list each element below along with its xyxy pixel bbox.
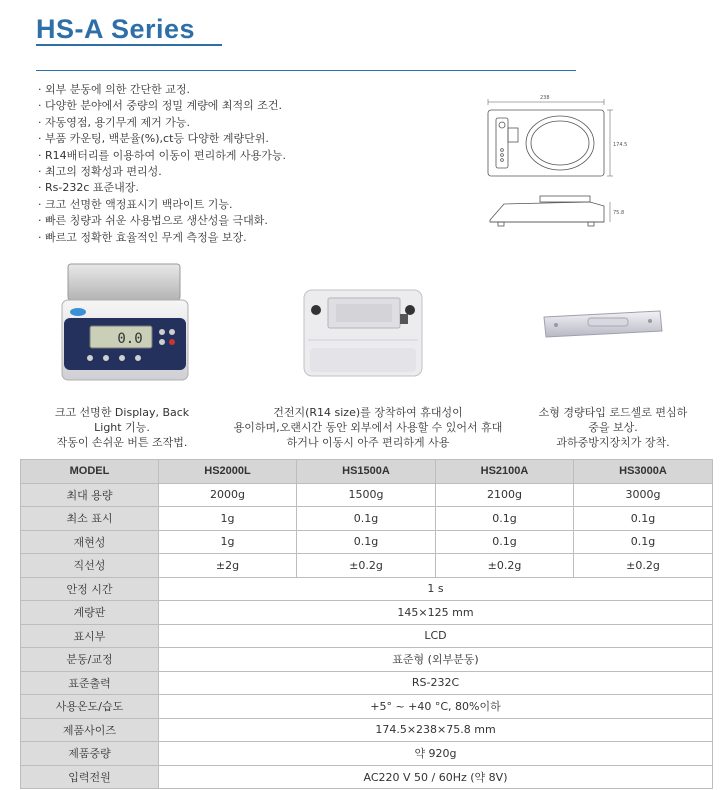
- table-cell: ±0.2g: [436, 554, 574, 578]
- table-cell: 1g: [159, 530, 297, 554]
- caption-line: Light 기능.: [94, 421, 150, 434]
- table-cell: 1 s: [159, 577, 713, 601]
- battery-caption: [208, 405, 528, 450]
- row-label: 표준출력: [21, 671, 159, 695]
- table-cell: ±0.2g: [297, 554, 436, 578]
- row-label: 표시부: [21, 624, 159, 648]
- table-cell: 0.1g: [297, 530, 436, 554]
- table-cell: 2000g: [159, 483, 297, 507]
- table-row: [21, 507, 713, 531]
- load-cell-photo: [540, 305, 665, 340]
- row-label: 재현성: [21, 530, 159, 554]
- table-cell: 1500g: [297, 483, 436, 507]
- column-header: MODEL: [21, 460, 159, 484]
- table-row: [21, 695, 713, 719]
- column-header: HS2100A: [436, 460, 574, 484]
- loadcell-caption: [518, 405, 708, 450]
- table-row: [21, 765, 713, 789]
- caption-line: 크고 선명한 Display, Back: [54, 406, 190, 419]
- table-row: [21, 648, 713, 672]
- caption-line: 하거나 이동시 아주 편리하게 사용: [286, 436, 450, 449]
- table-header-row: [21, 460, 713, 484]
- caption-line: 용이하며,오랜시간 동안 외부에서 사용할 수 있어서 휴대: [233, 421, 503, 434]
- feature-item: · 최고의 정확성과 편리성.: [38, 165, 162, 179]
- table-cell: 2100g: [436, 483, 574, 507]
- table-cell: 174.5×238×75.8 mm: [159, 718, 713, 742]
- table-row: [21, 742, 713, 766]
- table-cell: ±2g: [159, 554, 297, 578]
- table-cell: 0.1g: [297, 507, 436, 531]
- table-cell: 약 920g: [159, 742, 713, 766]
- row-label: 계량판: [21, 601, 159, 625]
- feature-item: · 다양한 분야에서 중량의 정밀 계량에 최적의 조건.: [38, 99, 282, 113]
- scale-caption: [38, 405, 206, 450]
- caption-line: 과하중방지장치가 장착.: [556, 436, 670, 449]
- spec-table: [20, 459, 713, 789]
- scale-photo: [50, 262, 190, 382]
- table-cell: 145×125 mm: [159, 601, 713, 625]
- technical-drawing: [480, 92, 628, 242]
- table-cell: 0.1g: [574, 530, 713, 554]
- feature-item: · 외부 분동에 의한 간단한 교정.: [38, 83, 190, 96]
- table-cell: 표준형 (외부분동): [159, 648, 713, 672]
- lcd-reading: 0.0: [117, 331, 143, 347]
- column-header: HS2000L: [159, 460, 297, 484]
- row-label: 직선성: [21, 554, 159, 578]
- page-title: HS-A Series: [36, 14, 196, 44]
- row-label: 제품중량: [21, 742, 159, 766]
- table-row: [21, 718, 713, 742]
- header-divider: [36, 70, 576, 71]
- title-underline: [36, 44, 222, 46]
- table-cell: 0.1g: [436, 507, 574, 531]
- column-header: HS3000A: [574, 460, 713, 484]
- table-row: [21, 577, 713, 601]
- feature-item: · 크고 선명한 액정표시기 백라이트 기능.: [38, 197, 233, 211]
- dim-width-label: 238: [540, 95, 550, 101]
- table-cell: 1g: [159, 507, 297, 531]
- table-cell: AC220 V 50 / 60Hz (약 8V): [159, 765, 713, 789]
- caption-line: 소형 경량타입 로드셀로 편심하: [538, 406, 688, 419]
- feature-item: · 부품 카운팅, 백분율(%),ct등 다양한 계량단위.: [38, 132, 269, 146]
- row-label: 분동/교정: [21, 648, 159, 672]
- table-row: [21, 483, 713, 507]
- row-label: 입력전원: [21, 765, 159, 789]
- row-label: 안정 시간: [21, 577, 159, 601]
- dim-depth-label: 174.5: [613, 142, 628, 148]
- feature-item: · 빠르고 정확한 효율적인 무게 측정을 보장.: [38, 230, 247, 244]
- table-cell: LCD: [159, 624, 713, 648]
- table-cell: 0.1g: [574, 507, 713, 531]
- table-cell: ±0.2g: [574, 554, 713, 578]
- feature-list: [38, 82, 286, 246]
- column-header: HS1500A: [297, 460, 436, 484]
- table-row: [21, 601, 713, 625]
- table-cell: +5° ~ +40 °C, 80%이하: [159, 695, 713, 719]
- table-cell: 3000g: [574, 483, 713, 507]
- row-label: 제품사이즈: [21, 718, 159, 742]
- table-row: [21, 671, 713, 695]
- row-label: 사용온도/습도: [21, 695, 159, 719]
- caption-line: 중을 보상.: [588, 421, 638, 434]
- table-row: [21, 530, 713, 554]
- row-label: 최대 용량: [21, 483, 159, 507]
- feature-item: · R14배터리를 이용하여 이동이 편리하게 사용가능.: [38, 148, 287, 162]
- table-row: [21, 554, 713, 578]
- dim-height-label: 75.8: [613, 210, 625, 216]
- caption-line: 작동이 손쉬운 버튼 조작법.: [56, 436, 188, 449]
- feature-item: · 빠른 칭량과 쉬운 사용법으로 생산성을 극대화.: [38, 214, 268, 228]
- table-cell: 0.1g: [436, 530, 574, 554]
- row-label: 최소 표시: [21, 507, 159, 531]
- table-cell: RS-232C: [159, 671, 713, 695]
- feature-item: · 자동영점, 용기무게 제거 가능.: [38, 115, 190, 129]
- feature-item: · Rs-232c 표준내장.: [38, 181, 139, 195]
- caption-line: 건전지(R14 size)를 장착하여 휴대성이: [273, 406, 463, 419]
- battery-compartment-photo: [302, 288, 424, 378]
- table-row: [21, 624, 713, 648]
